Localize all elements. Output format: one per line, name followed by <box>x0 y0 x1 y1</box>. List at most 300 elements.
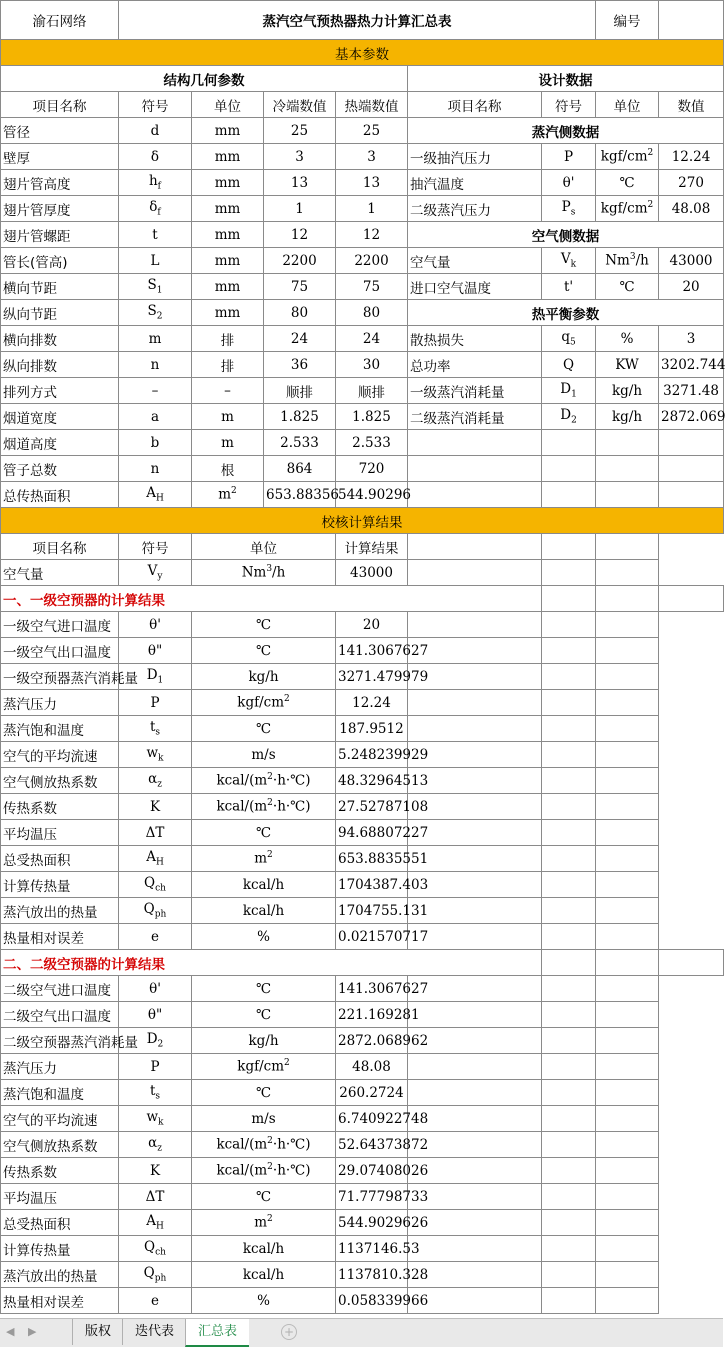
result-item-name[interactable] <box>1 846 119 872</box>
unit-cell[interactable] <box>596 170 659 196</box>
hot-value[interactable] <box>336 144 408 170</box>
empty-cell[interactable] <box>659 950 724 976</box>
result-item-name[interactable] <box>1 560 119 586</box>
struct-item-name[interactable] <box>1 456 119 482</box>
symbol-cell[interactable] <box>119 482 192 508</box>
unit-cell[interactable] <box>192 1288 336 1314</box>
symbol-cell[interactable] <box>119 326 192 352</box>
struct-item-name[interactable] <box>1 222 119 248</box>
struct-col-header[interactable] <box>336 92 408 118</box>
empty-cell[interactable] <box>596 430 659 456</box>
result-item-name[interactable] <box>1 1106 119 1132</box>
empty-cell[interactable] <box>542 1002 596 1028</box>
unit-cell[interactable] <box>192 404 264 430</box>
symbol-cell[interactable] <box>119 404 192 430</box>
unit-cell[interactable] <box>596 404 659 430</box>
unit-cell[interactable] <box>596 352 659 378</box>
result-value[interactable] <box>336 768 429 794</box>
design-item-name[interactable] <box>408 378 542 404</box>
empty-cell[interactable] <box>542 1288 596 1314</box>
unit-cell[interactable] <box>192 846 336 872</box>
empty-cell[interactable] <box>542 898 596 924</box>
empty-cell[interactable] <box>542 1080 596 1106</box>
empty-cell[interactable] <box>596 1158 659 1184</box>
unit-cell[interactable] <box>596 274 659 300</box>
symbol-cell[interactable] <box>119 300 192 326</box>
empty-cell[interactable] <box>596 898 659 924</box>
hot-value[interactable] <box>336 352 408 378</box>
empty-cell[interactable] <box>408 716 542 742</box>
empty-cell[interactable] <box>542 976 596 1002</box>
symbol-cell[interactable] <box>119 274 192 300</box>
struct-item-name[interactable] <box>1 170 119 196</box>
struct-item-name[interactable] <box>1 274 119 300</box>
symbol-cell[interactable] <box>119 768 192 794</box>
result-item-name[interactable] <box>1 794 119 820</box>
unit-cell[interactable] <box>192 1080 336 1106</box>
result-item-name[interactable] <box>1 1002 119 1028</box>
empty-cell[interactable] <box>542 430 596 456</box>
design-value[interactable] <box>659 352 724 378</box>
empty-cell[interactable] <box>596 872 659 898</box>
empty-cell[interactable] <box>596 1236 659 1262</box>
tab-summary[interactable]: 汇总表 <box>185 1319 249 1347</box>
symbol-cell[interactable] <box>119 560 192 586</box>
empty-cell[interactable] <box>596 794 659 820</box>
result-item-name[interactable] <box>1 1080 119 1106</box>
cold-value[interactable] <box>264 326 336 352</box>
empty-cell[interactable] <box>596 612 659 638</box>
result-value[interactable] <box>336 560 408 586</box>
empty-cell[interactable] <box>596 1080 659 1106</box>
cold-value[interactable] <box>264 144 336 170</box>
symbol-cell[interactable] <box>119 196 192 222</box>
empty-cell[interactable] <box>542 1236 596 1262</box>
unit-cell[interactable] <box>192 690 336 716</box>
hot-value[interactable] <box>336 196 408 222</box>
design-value[interactable] <box>659 378 724 404</box>
design-item-name[interactable] <box>408 170 542 196</box>
cold-value[interactable] <box>264 456 336 482</box>
result-item-name[interactable] <box>1 1028 138 1054</box>
result-item-name[interactable] <box>1 1054 119 1080</box>
symbol-cell[interactable] <box>119 118 192 144</box>
result-item-name[interactable] <box>1 664 138 690</box>
cold-value[interactable] <box>264 248 336 274</box>
empty-cell[interactable] <box>408 560 542 586</box>
empty-cell[interactable] <box>408 482 542 508</box>
hot-value[interactable] <box>336 170 408 196</box>
empty-cell[interactable] <box>542 1028 596 1054</box>
result-value[interactable] <box>336 1158 429 1184</box>
symbol-cell[interactable] <box>119 1158 192 1184</box>
symbol-cell[interactable] <box>119 794 192 820</box>
result-item-name[interactable] <box>1 1262 119 1288</box>
empty-cell[interactable] <box>542 1106 596 1132</box>
unit-cell[interactable] <box>192 742 336 768</box>
empty-cell[interactable] <box>542 924 596 950</box>
hot-value[interactable] <box>336 248 408 274</box>
result-item-name[interactable] <box>1 924 119 950</box>
empty-cell[interactable] <box>596 1054 659 1080</box>
symbol-cell[interactable] <box>119 1210 192 1236</box>
unit-cell[interactable] <box>192 976 336 1002</box>
symbol-cell[interactable] <box>119 1288 192 1314</box>
symbol-cell[interactable] <box>119 1106 192 1132</box>
struct-item-name[interactable] <box>1 378 119 404</box>
result-item-name[interactable] <box>1 612 119 638</box>
design-value[interactable] <box>659 248 724 274</box>
struct-item-name[interactable] <box>1 430 119 456</box>
unit-cell[interactable] <box>192 144 264 170</box>
result-item-name[interactable] <box>1 1288 119 1314</box>
symbol-cell[interactable] <box>542 326 596 352</box>
design-col-header[interactable] <box>408 92 542 118</box>
empty-cell[interactable] <box>596 976 659 1002</box>
result-item-name[interactable] <box>1 976 119 1002</box>
check-col-header[interactable] <box>1 534 119 560</box>
heat-balance-heading[interactable] <box>408 300 724 326</box>
symbol-cell[interactable] <box>119 1132 192 1158</box>
hot-value[interactable] <box>336 300 408 326</box>
symbol-cell[interactable] <box>119 1054 192 1080</box>
result-value[interactable] <box>336 794 429 820</box>
cold-value[interactable] <box>264 118 336 144</box>
result-value[interactable] <box>336 1028 429 1054</box>
empty-cell[interactable] <box>542 846 596 872</box>
sheet-title[interactable] <box>119 1 596 40</box>
result-value[interactable] <box>336 1054 408 1080</box>
hot-value[interactable] <box>336 274 408 300</box>
result-value[interactable] <box>336 1288 429 1314</box>
symbol-cell[interactable] <box>542 352 596 378</box>
unit-cell[interactable] <box>192 924 336 950</box>
unit-cell[interactable] <box>192 1106 336 1132</box>
unit-cell[interactable] <box>192 872 336 898</box>
empty-cell[interactable] <box>542 716 596 742</box>
symbol-cell[interactable] <box>119 820 192 846</box>
symbol-cell[interactable] <box>119 716 192 742</box>
chevron-right-icon[interactable]: ▶ <box>28 1325 37 1338</box>
empty-cell[interactable] <box>596 664 659 690</box>
symbol-cell[interactable] <box>542 248 596 274</box>
add-sheet-icon[interactable]: + <box>281 1324 297 1340</box>
symbol-cell[interactable] <box>542 404 596 430</box>
empty-cell[interactable] <box>542 742 596 768</box>
design-item-name[interactable] <box>408 248 542 274</box>
unit-cell[interactable] <box>192 638 336 664</box>
cold-value[interactable] <box>264 482 340 508</box>
unit-cell[interactable] <box>192 118 264 144</box>
empty-cell[interactable] <box>408 534 542 560</box>
result-value[interactable] <box>336 638 429 664</box>
empty-cell[interactable] <box>596 1132 659 1158</box>
hot-value[interactable] <box>336 222 408 248</box>
cold-value[interactable] <box>264 222 336 248</box>
struct-item-name[interactable] <box>1 300 119 326</box>
symbol-cell[interactable] <box>119 1262 192 1288</box>
result-value[interactable] <box>336 872 429 898</box>
company-cell[interactable] <box>1 1 119 40</box>
unit-cell[interactable] <box>596 378 659 404</box>
symbol-cell[interactable] <box>542 196 596 222</box>
empty-cell[interactable] <box>596 456 659 482</box>
empty-cell[interactable] <box>596 1002 659 1028</box>
tab-copyright[interactable]: 版权 <box>72 1319 123 1345</box>
result-item-name[interactable] <box>1 742 119 768</box>
result-item-name[interactable] <box>1 1184 119 1210</box>
empty-cell[interactable] <box>596 716 659 742</box>
symbol-cell[interactable] <box>119 456 192 482</box>
symbol-cell[interactable] <box>119 872 192 898</box>
cold-value[interactable] <box>264 352 336 378</box>
struct-item-name[interactable] <box>1 248 119 274</box>
design-item-name[interactable] <box>408 326 542 352</box>
empty-cell[interactable] <box>596 560 659 586</box>
struct-col-header[interactable] <box>1 92 119 118</box>
unit-cell[interactable] <box>596 326 659 352</box>
design-col-header[interactable] <box>596 92 659 118</box>
cold-value[interactable] <box>264 404 336 430</box>
unit-cell[interactable] <box>192 1132 336 1158</box>
unit-cell[interactable] <box>192 664 336 690</box>
unit-cell[interactable] <box>596 248 659 274</box>
result-value[interactable] <box>336 690 408 716</box>
symbol-cell[interactable] <box>542 144 596 170</box>
hot-value[interactable] <box>336 404 408 430</box>
basic-params-band[interactable] <box>1 40 724 66</box>
stage1-title[interactable] <box>1 586 542 612</box>
struct-item-name[interactable] <box>1 482 119 508</box>
symbol-cell[interactable] <box>542 378 596 404</box>
number-label-cell[interactable] <box>596 1 659 40</box>
empty-cell[interactable] <box>659 456 724 482</box>
unit-cell[interactable] <box>192 222 264 248</box>
result-value[interactable] <box>336 1262 429 1288</box>
empty-cell[interactable] <box>542 794 596 820</box>
empty-cell[interactable] <box>542 638 596 664</box>
empty-cell[interactable] <box>659 482 724 508</box>
symbol-cell[interactable] <box>119 378 192 404</box>
number-value-cell[interactable] <box>659 1 724 40</box>
empty-cell[interactable] <box>408 456 542 482</box>
design-col-header[interactable] <box>542 92 596 118</box>
cold-value[interactable] <box>264 300 336 326</box>
design-item-name[interactable] <box>408 352 542 378</box>
symbol-cell[interactable] <box>119 924 192 950</box>
empty-cell[interactable] <box>542 456 596 482</box>
empty-cell[interactable] <box>596 482 659 508</box>
symbol-cell[interactable] <box>119 690 192 716</box>
design-col-header[interactable] <box>659 92 724 118</box>
result-value[interactable] <box>336 1106 429 1132</box>
empty-cell[interactable] <box>542 820 596 846</box>
check-col-header[interactable] <box>119 534 192 560</box>
symbol-cell[interactable] <box>119 612 192 638</box>
symbol-cell[interactable] <box>119 430 192 456</box>
design-value[interactable] <box>659 144 724 170</box>
unit-cell[interactable] <box>192 820 336 846</box>
empty-cell[interactable] <box>596 768 659 794</box>
empty-cell[interactable] <box>596 846 659 872</box>
struct-item-name[interactable] <box>1 326 119 352</box>
struct-item-name[interactable] <box>1 144 119 170</box>
design-value[interactable] <box>659 404 724 430</box>
unit-cell[interactable] <box>596 196 659 222</box>
unit-cell[interactable] <box>192 1184 336 1210</box>
empty-cell[interactable] <box>542 586 596 612</box>
design-value[interactable] <box>659 326 724 352</box>
unit-cell[interactable] <box>192 482 264 508</box>
symbol-cell[interactable] <box>119 846 192 872</box>
empty-cell[interactable] <box>596 1106 659 1132</box>
unit-cell[interactable] <box>192 430 264 456</box>
hot-value[interactable] <box>336 118 408 144</box>
unit-cell[interactable] <box>596 144 659 170</box>
cold-value[interactable] <box>264 430 336 456</box>
unit-cell[interactable] <box>192 248 264 274</box>
symbol-cell[interactable] <box>542 170 596 196</box>
unit-cell[interactable] <box>192 196 264 222</box>
cold-value[interactable] <box>264 196 336 222</box>
empty-cell[interactable] <box>542 1054 596 1080</box>
hot-value[interactable] <box>336 326 408 352</box>
check-results-band[interactable] <box>1 508 724 534</box>
result-value[interactable] <box>336 1210 429 1236</box>
empty-cell[interactable] <box>542 950 596 976</box>
struct-item-name[interactable] <box>1 118 119 144</box>
design-value[interactable] <box>659 196 724 222</box>
struct-item-name[interactable] <box>1 404 119 430</box>
hot-value[interactable] <box>336 378 408 404</box>
result-item-name[interactable] <box>1 690 119 716</box>
empty-cell[interactable] <box>596 1210 659 1236</box>
symbol-cell[interactable] <box>119 1236 192 1262</box>
empty-cell[interactable] <box>542 1132 596 1158</box>
result-value[interactable] <box>336 820 429 846</box>
empty-cell[interactable] <box>542 1262 596 1288</box>
empty-cell[interactable] <box>542 612 596 638</box>
chevron-left-icon[interactable]: ◀ <box>6 1325 15 1338</box>
result-value[interactable] <box>336 1184 429 1210</box>
symbol-cell[interactable] <box>119 898 192 924</box>
design-heading[interactable] <box>408 66 724 92</box>
result-value[interactable] <box>336 612 408 638</box>
symbol-cell[interactable] <box>542 274 596 300</box>
tab-iteration[interactable]: 迭代表 <box>122 1319 186 1345</box>
empty-cell[interactable] <box>408 1002 542 1028</box>
empty-cell[interactable] <box>596 1288 659 1314</box>
cold-value[interactable] <box>264 274 336 300</box>
result-item-name[interactable] <box>1 1132 119 1158</box>
result-item-name[interactable] <box>1 1236 119 1262</box>
empty-cell[interactable] <box>542 482 596 508</box>
empty-cell[interactable] <box>596 638 659 664</box>
unit-cell[interactable] <box>192 560 336 586</box>
result-item-name[interactable] <box>1 768 119 794</box>
unit-cell[interactable] <box>192 1028 336 1054</box>
cold-value[interactable] <box>264 170 336 196</box>
design-item-name[interactable] <box>408 274 542 300</box>
symbol-cell[interactable] <box>119 742 192 768</box>
unit-cell[interactable] <box>192 352 264 378</box>
empty-cell[interactable] <box>408 690 542 716</box>
empty-cell[interactable] <box>659 430 724 456</box>
empty-cell[interactable] <box>596 820 659 846</box>
empty-cell[interactable] <box>542 1210 596 1236</box>
empty-cell[interactable] <box>596 924 659 950</box>
hot-value[interactable] <box>336 456 408 482</box>
unit-cell[interactable] <box>192 378 264 404</box>
struct-item-name[interactable] <box>1 196 119 222</box>
empty-cell[interactable] <box>596 1184 659 1210</box>
empty-cell[interactable] <box>408 1054 542 1080</box>
result-item-name[interactable] <box>1 820 119 846</box>
result-value[interactable] <box>336 742 429 768</box>
unit-cell[interactable] <box>192 170 264 196</box>
symbol-cell[interactable] <box>119 1184 192 1210</box>
empty-cell[interactable] <box>542 1158 596 1184</box>
symbol-cell[interactable] <box>119 222 192 248</box>
empty-cell[interactable] <box>596 534 659 560</box>
empty-cell[interactable] <box>542 664 596 690</box>
empty-cell[interactable] <box>542 1184 596 1210</box>
result-value[interactable] <box>336 1132 429 1158</box>
result-value[interactable] <box>336 976 429 1002</box>
result-item-name[interactable] <box>1 1210 119 1236</box>
empty-cell[interactable] <box>542 872 596 898</box>
result-item-name[interactable] <box>1 898 119 924</box>
air-side-heading[interactable] <box>408 222 724 248</box>
design-item-name[interactable] <box>408 196 542 222</box>
result-value[interactable] <box>336 716 408 742</box>
unit-cell[interactable] <box>192 326 264 352</box>
result-value[interactable] <box>336 664 429 690</box>
unit-cell[interactable] <box>192 274 264 300</box>
unit-cell[interactable] <box>192 1262 336 1288</box>
symbol-cell[interactable] <box>119 638 192 664</box>
unit-cell[interactable] <box>192 456 264 482</box>
empty-cell[interactable] <box>596 690 659 716</box>
result-item-name[interactable] <box>1 638 119 664</box>
result-value[interactable] <box>336 1080 408 1106</box>
structure-heading[interactable] <box>1 66 408 92</box>
symbol-cell[interactable] <box>119 976 192 1002</box>
symbol-cell[interactable] <box>119 352 192 378</box>
unit-cell[interactable] <box>192 1210 336 1236</box>
empty-cell[interactable] <box>659 586 724 612</box>
empty-cell[interactable] <box>408 1236 542 1262</box>
design-item-name[interactable] <box>408 404 542 430</box>
unit-cell[interactable] <box>192 300 264 326</box>
result-item-name[interactable] <box>1 872 119 898</box>
unit-cell[interactable] <box>192 1002 336 1028</box>
unit-cell[interactable] <box>192 716 336 742</box>
struct-col-header[interactable] <box>192 92 264 118</box>
hot-value[interactable] <box>336 430 408 456</box>
unit-cell[interactable] <box>192 1236 336 1262</box>
result-value[interactable] <box>336 924 429 950</box>
check-col-header[interactable] <box>192 534 336 560</box>
symbol-cell[interactable] <box>119 1002 192 1028</box>
unit-cell[interactable] <box>192 898 336 924</box>
empty-cell[interactable] <box>542 534 596 560</box>
symbol-cell[interactable] <box>119 144 192 170</box>
empty-cell[interactable] <box>596 586 659 612</box>
stage2-title[interactable] <box>1 950 542 976</box>
empty-cell[interactable] <box>408 430 542 456</box>
struct-col-header[interactable] <box>264 92 336 118</box>
